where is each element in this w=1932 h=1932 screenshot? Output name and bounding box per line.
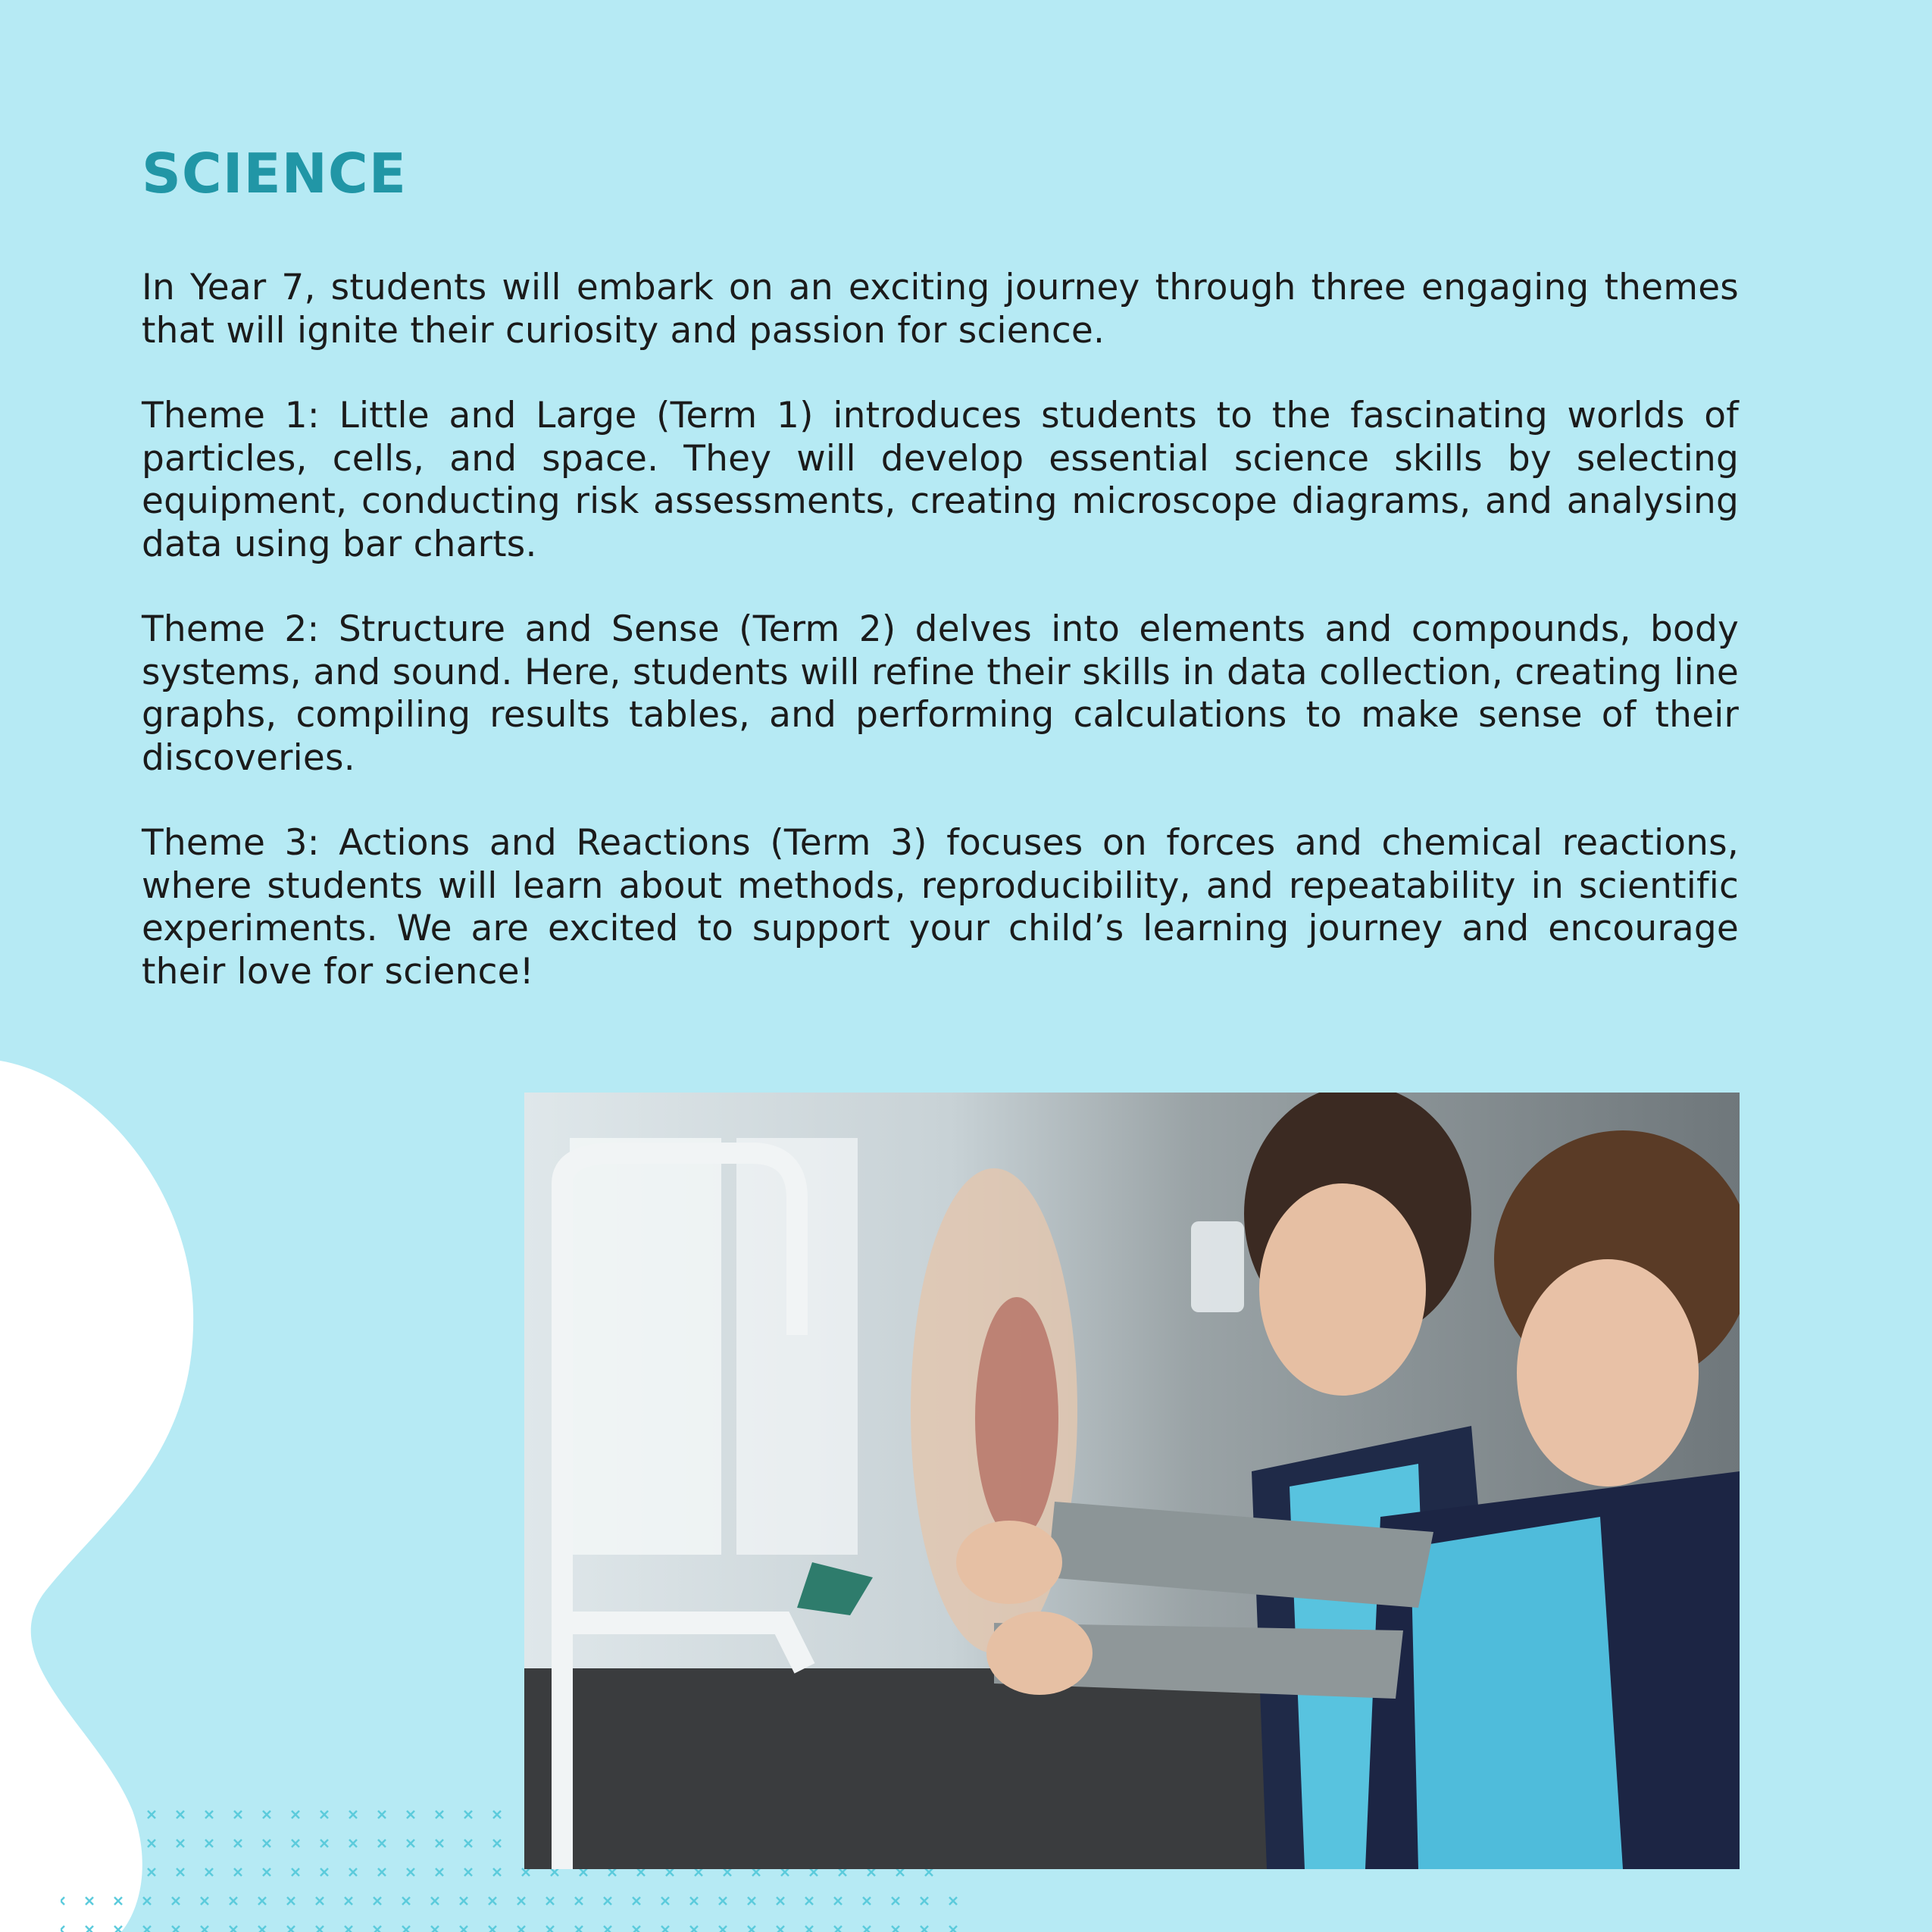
theme-2-paragraph: Theme 2: Structure and Sense (Term 2) delves into elements and compounds, body systems, and sound. Here, students will refine their skills in data collection, creating line graphs, compiling results tables, and performing calculations to make sense of their discoveries. <box>142 608 1739 779</box>
students-lab-photo <box>524 1093 1740 1869</box>
body-text <box>142 267 1739 1036</box>
decorative-wave-shape <box>0 1061 227 1932</box>
intro-paragraph: In Year 7, students will embark on an exciting journey through three engaging themes that will ignite their curiosity and passion for science. <box>142 267 1739 352</box>
theme-3-paragraph: Theme 3: Actions and Reactions (Term 3) focuses on forces and chemical reactions, where students will learn about methods, reproducibility, and repeatability in scientific experiments. We are excited to support your child’s learning journey and encourage their love for science! <box>142 822 1739 993</box>
page-title: SCIENCE <box>142 142 407 205</box>
theme-1-paragraph: Theme 1: Little and Large (Term 1) introduces students to the fascinating worlds of particles, cells, and space. They will develop essential science skills by selecting equipment, conducting risk assessments, creating microscope diagrams, and analysing data using bar charts. <box>142 395 1739 565</box>
